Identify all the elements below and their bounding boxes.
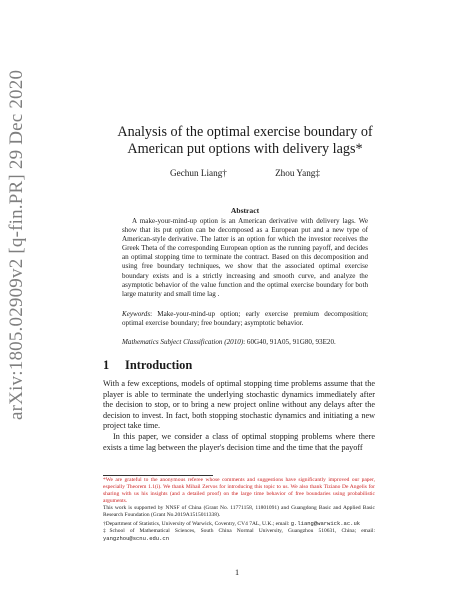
keywords-line [122, 310, 368, 328]
affiliation-text: †Department of Statistics, University of Warwick, Coventry, CV4 7AL, U.K.; email: [103, 520, 291, 527]
acknowledgement-footnote: *We are grateful to the anonymous referee whose comments and suggestions have significantly improved our paper, especially Theorem 1.1(i). We thank Mihail Zervos for introducing this topic to us. We also thank Tiziano De Angelis for sharing with us his insights (and a detailed proof) on the large time behavior of free boundaries using probabilistic arguments. [103, 477, 375, 505]
footnotes [103, 477, 375, 543]
author-name: Gechun Liang† [170, 168, 227, 178]
msc-line [122, 338, 368, 347]
section-number: 1 [103, 358, 110, 372]
affiliation-footnote [103, 528, 375, 543]
author-list [170, 168, 320, 178]
keywords-text: : Make-your-mind-up option; early exercise premium decomposition; optimal exercise boundary; free boundary; asymptotic behavior. [122, 310, 368, 328]
author-email-link[interactable]: yangzhou@scnu.edu.cn [103, 534, 170, 542]
author-email-link[interactable]: g.liang@warwick.ac.uk [290, 519, 361, 527]
abstract-text: A make-your-mind-up option is an American derivative with delivery lags. We show that its put option can be decomposed as a European put and a new type of American-style derivative. The latter is an option for which the investor receives the Greek Theta of the corresponding European option as the running payoff, and decides an optimal stopping time to terminate the contract. Based on this decomposition and using free boundary techniques, we show that the associated optimal exercise boundary exists and is a strictly increasing and smooth curve, and analyze the asymptotic behavior of the value function and the optimal exercise boundary for both large maturity and small time lag . [122, 217, 368, 298]
intro-body [103, 379, 375, 453]
abstract-heading: Abstract [230, 206, 260, 215]
intro-paragraph: In this paper, we consider a class of optimal stopping problems where there exists a time lag between the player's decision time and the time that the payoff [103, 431, 375, 452]
funding-footnote: This work is supported by NNSF of China (Grant No. 11771158, 11801091) and Guangdong Basic and Applied Basic Research Foundation (Grant No.2019A1515011338). [103, 505, 375, 519]
page-number: 1 [234, 568, 240, 577]
footnote-rule [103, 475, 213, 476]
section-heading [103, 358, 383, 373]
affiliation-footnote [103, 520, 375, 528]
msc-label: Mathematics Subject Classification (2010) [122, 338, 244, 346]
paper-title: Analysis of the optimal exercise boundary of American put options with delivery lags* [117, 124, 373, 157]
arxiv-identifier-stamp: arXiv:1805.02909v2 [q-fin.PR] 29 Dec 2020 [6, 69, 27, 420]
author-name: Zhou Yang‡ [275, 168, 320, 178]
affiliation-text: ‡School of Mathematical Sciences, South China Normal University, Guangzhou 510631, China; email: [103, 527, 375, 534]
intro-paragraph: With a few exceptions, models of optimal stopping time problems assume that the player is able to terminate the underlying stochastic dynamics immediately after the decision to stop, or to bring a new project online without any delays after the decision to invest. In fact, both stopping stochastic dynamics and initiating a new project take time. [103, 379, 375, 431]
msc-codes: : 60G40, 91A05, 91G80, 93E20. [243, 338, 336, 346]
section-title: Introduction [125, 358, 193, 372]
keywords-label: Keywords [122, 310, 151, 318]
